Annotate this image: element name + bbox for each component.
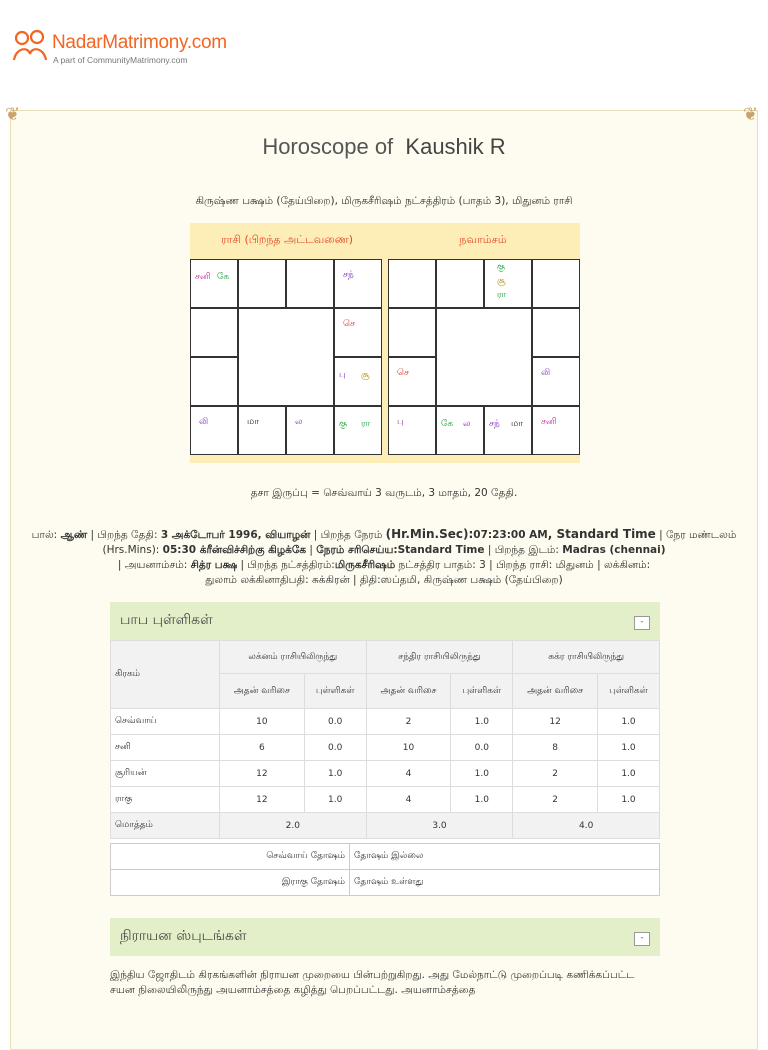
chart-house [388,406,436,455]
table-cell: 1.0 [451,787,513,813]
rank-header: அதன் வரிசை [366,674,451,709]
graha-name: சூரியன் [111,761,220,787]
table-cell: 2 [513,787,598,813]
papa-points-table [110,640,660,839]
chart-house [484,406,532,455]
papa-points-title: பாப புள்ளிகள் [120,612,213,628]
logo-icon [10,28,50,64]
total-label: மொத்தம் [111,813,220,839]
table-row [111,709,660,735]
chart-house [388,259,436,308]
birth-details: பால்: ஆண் | பிறந்த தேதி: 3 அக்டோபர் 1996, வியாழன் | பிறந்த நேரம் (Hr.Min.Sec):07:23:00 AM, Standard Time | நேர மண்டலம் (Hrs.Mins): 05:30 க்ரீன்விச்சிற்கு கிழக்கே | நேரம் சரிசெய்ய:Standard Time | பிறந்த இடம்: Madras (chennai) | அயனாம்சம்: சித்ர பக்ஷ | பிறந்த நட்சத்திரம்:மிருகசீரிஷம் நட்சத்திர பாதம்: 3 | பிறந்த ராசி: மிதுனம் | லக்கினம்: துலாம் லக்கினாதிபதி: சுக்கிரன் | திதி:ஸப்தமி, கிருஷ்ண பக்ஷம் (தேய்பிறை) [31,527,737,586]
chart-house [190,259,238,308]
table-cell: 4 [366,787,451,813]
planet-label: கு [339,419,347,429]
ornament-icon: ❦ [5,104,21,125]
points-header: புள்ளிகள் [597,674,659,709]
planet-label: லி [541,368,551,378]
chart-house [190,406,238,455]
table-cell: 1.0 [597,761,659,787]
total-value: 3.0 [366,813,513,839]
dosham-row [111,870,660,896]
table-cell: 1.0 [304,787,366,813]
chart-center [436,308,532,406]
ornament-icon: ❦ [743,104,759,125]
dosham-row [111,844,660,870]
table-cell: 2 [366,709,451,735]
planet-label: லி [199,417,209,427]
papa-points-header[interactable] [110,602,660,640]
rasi-chart [190,259,382,455]
planet-label: ல [463,419,471,429]
planet-label: செ [397,368,409,378]
planet-label: மா [511,419,523,429]
table-cell: 1.0 [597,735,659,761]
table-row [111,735,660,761]
dosham-value: தோஷம் உள்ளது [350,870,660,896]
chart-house [388,357,436,406]
total-row [111,813,660,839]
nirayana-title: நிராயன ஸ்புடங்கள் [120,928,247,944]
dosham-name: செவ்வாய் தோஷம் [111,844,350,870]
navamsa-chart [388,259,580,455]
graha-name: சனி [111,735,220,761]
planet-label: மா [247,417,259,427]
chart-house [436,406,484,455]
table-cell: 1.0 [597,787,659,813]
graha-name: செவ்வாய் [111,709,220,735]
planet-label: ரா [361,419,371,429]
table-cell: 10 [220,709,305,735]
group-header: சந்திர ராசியிலிருந்து [366,641,513,674]
navamsa-chart-heading: நவாம்சம் [459,233,507,246]
planet-label: கே [217,272,230,282]
dosham-name: இராகு தோஷம் [111,870,350,896]
group-header: லக்னம் ராசியிலிருந்து [220,641,367,674]
planet-label: கு [497,262,505,272]
collapse-button[interactable]: - [634,932,650,946]
planet-label: செ [343,319,355,329]
table-cell: 1.0 [304,761,366,787]
chart-house [190,308,238,357]
nirayana-panel [110,918,660,956]
page-title: Horoscope of Kaushik R [262,134,506,159]
chart-house [238,406,286,455]
rasi-chart-heading: ராசி (பிறந்த அட்டவணை) [220,233,354,246]
graha-header: கிரகம் [111,641,220,709]
table-cell: 8 [513,735,598,761]
points-header: புள்ளிகள் [451,674,513,709]
planet-label: சனி [195,272,211,282]
table-cell: 4 [366,761,451,787]
table-cell: 10 [366,735,451,761]
table-cell: 2 [513,761,598,787]
nirayana-header[interactable] [110,918,660,956]
chart-house [190,357,238,406]
logo-name: NadarMatrimony.com [52,32,227,53]
chart-house [532,308,580,357]
total-value: 2.0 [220,813,367,839]
table-cell: 12 [220,787,305,813]
chart-house [334,308,382,357]
nirayana-description: இந்திய ஜோதிடம் கிரகங்களின் நிராயன முறையை பின்பற்றுகிறது. அது மேல்நாட்டு முறைப்படி கணிக்கப்பட்ட சயன நிலையிலிருந்து அயனாம்சத்தை கழித்து பெறப்பட்டது. அயனாம்சத்தை [110,969,635,996]
planet-label: சனி [541,417,557,427]
table-cell: 1.0 [597,709,659,735]
planet-label: சந் [489,419,500,429]
chart-house [334,357,382,406]
chart-house [532,406,580,455]
logo-subtitle: A part of CommunityMatrimony.com [53,55,188,65]
papa-points-panel [110,602,660,896]
collapse-button[interactable]: - [634,616,650,630]
chart-house [334,406,382,455]
birth-summary: கிருஷ்ண பக்ஷம் (தேய்பிறை), மிருகசீரிஷம் நட்சத்திரம் (பாதம் 3), மிதுனம் ராசி [195,195,573,207]
planet-label: சந் [343,270,354,280]
rank-header: அதன் வரிசை [513,674,598,709]
dosham-value: தோஷம் இல்லை [350,844,660,870]
planet-label: ல [295,417,303,427]
rank-header: அதன் வரிசை [220,674,305,709]
dosham-table [110,843,660,896]
graha-name: ராகு [111,787,220,813]
chart-house [388,308,436,357]
chart-house [532,357,580,406]
table-cell: 0.0 [304,709,366,735]
table-cell: 6 [220,735,305,761]
table-row [111,787,660,813]
table-cell: 0.0 [451,735,513,761]
total-value: 4.0 [513,813,660,839]
table-row [111,761,660,787]
planet-label: பு [339,370,346,380]
chart-house [334,259,382,308]
points-header: புள்ளிகள் [304,674,366,709]
chart-house [436,259,484,308]
planet-label: ரா [497,290,507,300]
chart-house [238,259,286,308]
table-cell: 12 [220,761,305,787]
table-cell: 12 [513,709,598,735]
chart-center [238,308,334,406]
table-cell: 1.0 [451,709,513,735]
table-cell: 1.0 [451,761,513,787]
planet-label: பு [397,417,404,427]
planet-label: சூ [497,276,506,286]
horoscope-charts [190,223,580,463]
chart-house [286,406,334,455]
table-cell: 0.0 [304,735,366,761]
group-header: சுக்ர ராசியிலிருந்து [513,641,660,674]
planet-label: சூ [361,370,370,380]
planet-label: கே [441,419,454,429]
chart-house [532,259,580,308]
chart-house [286,259,334,308]
dasa-balance: தசா இருப்பு = செவ்வாய் 3 வருடம், 3 மாதம், 20 தேதி. [250,487,518,499]
chart-house [484,259,532,308]
